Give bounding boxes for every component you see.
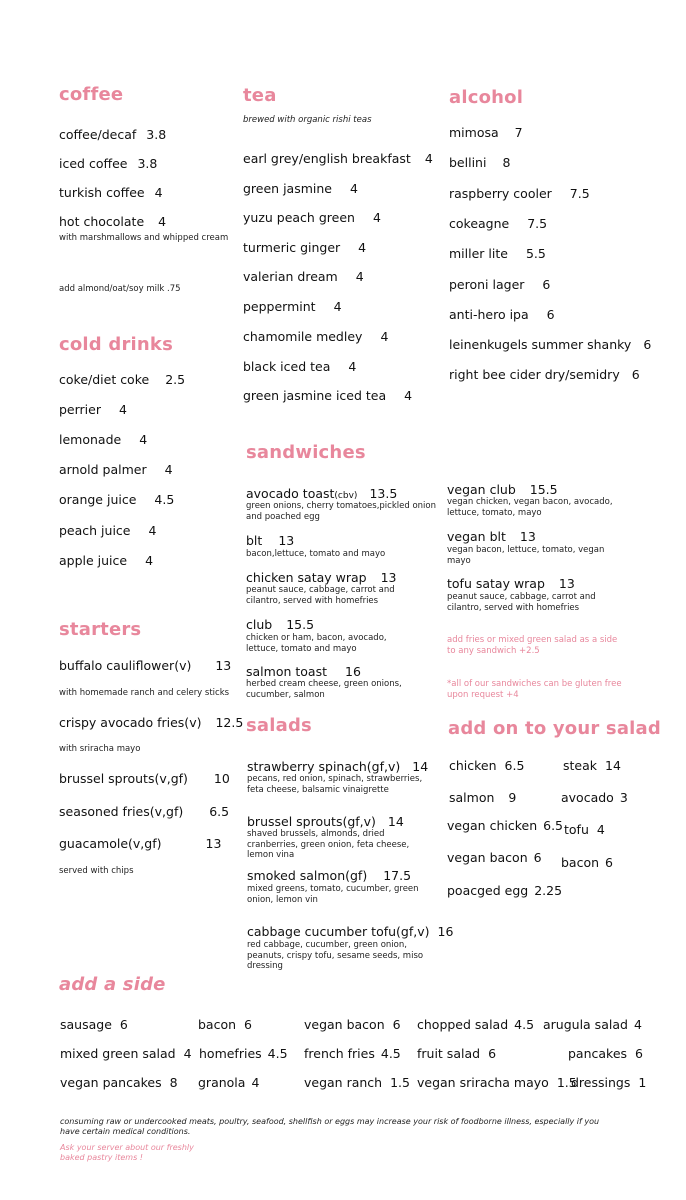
menu-item: bacon 6: [198, 1017, 252, 1032]
menu-item: seasoned fries(v,gf) 6.5: [59, 804, 230, 819]
sandwich-side-note: add fries or mixed green salad as a side to any sandwich +2.5: [447, 635, 618, 656]
coffee-heading: coffee: [59, 84, 124, 105]
menu-item: avocado toast(cbv) 13.5: [246, 486, 398, 501]
menu-item: coke/diet coke 2.5: [59, 372, 186, 387]
menu-item: vegan pancakes 8: [60, 1075, 178, 1090]
menu-item: vegan ranch 1.5: [304, 1075, 410, 1090]
menu-item: iced coffee 3.8: [59, 156, 158, 171]
tea-subtitle: brewed with organic rishi teas: [243, 115, 372, 125]
alcohol-heading: alcohol: [449, 87, 524, 108]
item-description: chicken or ham, bacon, avocado, lettuce, tomato and mayo: [246, 633, 387, 654]
menu-item: perrier 4: [59, 402, 127, 417]
item-description: herbed cream cheese, green onions, cucumber, salmon: [246, 679, 402, 700]
menu-item: guacamole(v,gf) 13: [59, 836, 222, 851]
menu-item: bacon 6: [561, 855, 613, 870]
menu-item: steak 14: [563, 758, 621, 773]
menu-item: poacged egg 2.25: [447, 883, 563, 898]
milk-note: add almond/oat/soy milk .75: [59, 284, 181, 294]
menu-item: peach juice 4: [59, 523, 157, 538]
menu-item: miller lite 5.5: [449, 246, 546, 261]
menu-item: dressings 1: [571, 1075, 647, 1090]
menu-item: right bee cider dry/semidry 6: [449, 367, 640, 382]
salads-heading: salads: [246, 715, 312, 736]
menu-item: turmeric ginger 4: [243, 240, 367, 255]
menu-item: tofu satay wrap 13: [447, 576, 575, 591]
cold-drinks-heading: cold drinks: [59, 334, 173, 355]
menu-item: green jasmine iced tea 4: [243, 388, 413, 403]
menu-item: mixed green salad 4: [60, 1046, 192, 1061]
foodborne-disclaimer: consuming raw or undercooked meats, poultry, seafood, shellfish or eggs may increase your risk of foodborne illness, especially if you have certain medical conditions.: [60, 1117, 600, 1136]
menu-item: green jasmine 4: [243, 181, 358, 196]
menu-item: granola 4: [198, 1075, 260, 1090]
menu-item: sausage 6: [60, 1017, 128, 1032]
menu-item: avocado 3: [561, 790, 628, 805]
item-description: peanut sauce, cabbage, carrot and cilantro, served with homefries: [447, 592, 596, 613]
menu-item: peroni lager 6: [449, 277, 551, 292]
add-side-heading: add a side: [59, 974, 166, 995]
menu-item: vegan bacon 6: [304, 1017, 401, 1032]
item-description: bacon,lettuce, tomato and mayo: [246, 549, 386, 559]
menu-item: yuzu peach green 4: [243, 210, 381, 225]
menu-item: apple juice 4: [59, 553, 154, 568]
menu-item: brussel sprouts(gf,v) 14: [247, 814, 404, 829]
menu-item: turkish coffee 4: [59, 185, 163, 200]
menu-item: cokeagne 7.5: [449, 216, 548, 231]
menu-item: valerian dream 4: [243, 269, 364, 284]
menu-item: vegan club 15.5: [447, 482, 558, 497]
menu-item: homefries 4.5: [199, 1046, 288, 1061]
menu-item: chamomile medley 4: [243, 329, 389, 344]
item-description: peanut sauce, cabbage, carrot and cilantro, served with homefries: [246, 585, 395, 606]
item-description: served with chips: [59, 866, 134, 876]
menu-item: strawberry spinach(gf,v) 14: [247, 759, 429, 774]
menu-item: anti-hero ipa 6: [449, 307, 555, 322]
menu-item: bellini 8: [449, 155, 511, 170]
menu-item: chopped salad 4.5: [417, 1017, 535, 1032]
menu-item: orange juice 4.5: [59, 492, 175, 507]
menu-item: chicken satay wrap 13: [246, 570, 397, 585]
menu-item: earl grey/english breakfast 4: [243, 151, 433, 166]
menu-item: vegan sriracha mayo 1.5: [417, 1075, 577, 1090]
menu-item: arnold palmer 4: [59, 462, 173, 477]
item-description: with homemade ranch and celery sticks: [59, 688, 230, 698]
pastry-note: Ask your server about our freshly baked pastry items !: [60, 1143, 194, 1162]
menu-item: vegan blt 13: [447, 529, 536, 544]
menu-item: pancakes 6: [568, 1046, 643, 1061]
menu-item: chicken 6.5: [449, 758, 525, 773]
menu-item: hot chocolate 4: [59, 214, 167, 229]
menu-item: peppermint 4: [243, 299, 342, 314]
menu-item: cabbage cucumber tofu(gf,v) 16: [247, 924, 454, 939]
gluten-free-note: *all of our sandwiches can be gluten free upon request +4: [447, 679, 622, 700]
menu-item: mimosa 7: [449, 125, 523, 140]
menu-item: arugula salad 4: [543, 1017, 642, 1032]
sandwiches-heading: sandwiches: [246, 442, 366, 463]
menu-item: salmon 9: [449, 790, 517, 805]
menu-item: smoked salmon(gf) 17.5: [247, 868, 412, 883]
item-description: with sriracha mayo: [59, 744, 141, 754]
item-description: green onions, cherry tomatoes,pickled onion and poached egg: [246, 501, 436, 522]
menu-item: vegan chicken 6.5: [447, 818, 564, 833]
menu-item: leinenkugels summer shanky 6: [449, 337, 652, 352]
menu-item: buffalo cauliflower(v) 13: [59, 658, 232, 673]
menu-item: crispy avocado fries(v) 12.5: [59, 715, 244, 730]
menu-item: coffee/decaf 3.8: [59, 127, 167, 142]
starters-heading: starters: [59, 619, 142, 640]
item-description: with marshmallows and whipped cream: [59, 233, 229, 243]
add-on-heading: add on to your salad: [448, 718, 661, 739]
item-description: pecans, red onion, spinach, strawberries, feta cheese, balsamic vinaigrette: [247, 774, 423, 795]
menu-item: lemonade 4: [59, 432, 148, 447]
item-description: vegan bacon, lettuce, tomato, vegan mayo: [447, 545, 605, 566]
tea-heading: tea: [243, 85, 277, 106]
item-description: mixed greens, tomato, cucumber, green onion, lemon vin: [247, 884, 419, 905]
menu-item: raspberry cooler 7.5: [449, 186, 590, 201]
menu-item: brussel sprouts(v,gf) 10: [59, 771, 230, 786]
item-description: shaved brussels, almonds, dried cranberries, green onion, feta cheese, lemon vina: [247, 829, 410, 860]
menu-item: blt 13: [246, 533, 295, 548]
menu-item: black iced tea 4: [243, 359, 357, 374]
menu-item: salmon toast 16: [246, 664, 361, 679]
item-description: red cabbage, cucumber, green onion, peanuts, crispy tofu, sesame seeds, miso dressing: [247, 940, 424, 971]
menu-item: french fries 4.5: [304, 1046, 401, 1061]
item-description: vegan chicken, vegan bacon, avocado, lettuce, tomato, mayo: [447, 497, 613, 518]
menu-item: tofu 4: [564, 822, 605, 837]
menu-item: fruit salad 6: [417, 1046, 497, 1061]
menu-item: club 15.5: [246, 617, 315, 632]
menu-item: vegan bacon 6: [447, 850, 542, 865]
